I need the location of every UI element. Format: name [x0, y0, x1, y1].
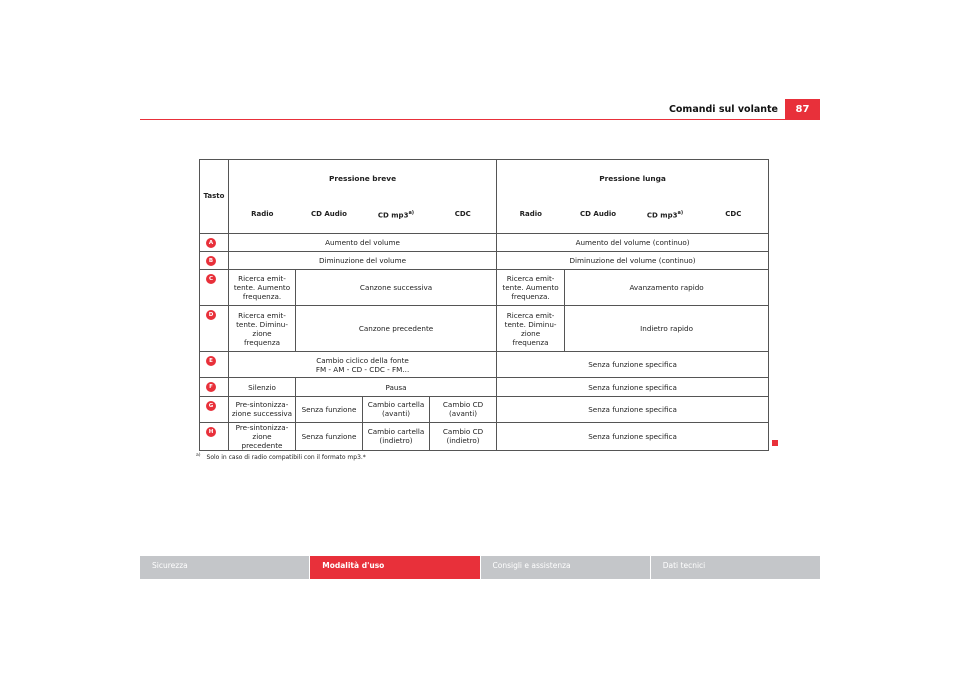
- short-cdc-cell: Cambio CD (indietro): [430, 422, 497, 450]
- key-badge-cell: [200, 269, 229, 305]
- col-cd-mp3-short: CD mp3$^{a)}$: [363, 197, 430, 233]
- table-row: [200, 422, 769, 450]
- short-press-cell: Canzone precedente: [296, 306, 497, 352]
- long-press-cell: Senza funzione specifica: [497, 422, 769, 450]
- nav-item-dati-tecnici[interactable]: Dati tecnici: [651, 556, 820, 579]
- short-press-cell: Pausa: [296, 378, 497, 396]
- long-press-cell: Senza funzione specifica: [497, 352, 769, 378]
- col-cd-mp3-long: CD mp3$^{a)}$: [632, 197, 699, 233]
- short-radio-cell: Ricerca emit- tente. Diminu- zione frequenza: [229, 306, 296, 352]
- table-row: [200, 378, 769, 396]
- table-row: [200, 251, 769, 269]
- page-title: Comandi sul volante: [668, 104, 778, 115]
- key-b-badge: B: [206, 256, 216, 266]
- long-press-cell: Avanzamento rapido: [565, 269, 769, 305]
- nav-item-modalita-uso[interactable]: Modalità d'uso: [310, 556, 479, 579]
- table-row: [200, 306, 769, 352]
- long-press-cell: Diminuzione del volume (continuo): [497, 251, 769, 269]
- footnote: $^{a)}$ Solo in caso di radio compatibili con il formato mp3.*: [196, 453, 366, 461]
- key-badge-cell: [200, 422, 229, 450]
- table-row: [200, 269, 769, 305]
- long-radio-cell: Ricerca emit- tente. Aumento frequenza.: [497, 269, 565, 305]
- key-g-badge: G: [206, 401, 216, 411]
- short-radio-cell: Ricerca emit- tente. Aumento frequenza.: [229, 269, 296, 305]
- section-end-marker: [772, 440, 778, 446]
- table-row: [200, 233, 769, 251]
- key-e-badge: E: [206, 356, 216, 366]
- short-press-header: Pressione breve: [229, 160, 497, 197]
- col-cd-audio-short: CD Audio: [296, 197, 363, 233]
- short-cd-mp3-cell: Cambio cartella (avanti): [363, 396, 430, 422]
- long-press-cell: Aumento del volume (continuo): [497, 233, 769, 251]
- short-cdc-cell: Cambio CD (avanti): [430, 396, 497, 422]
- col-radio-long: Radio: [497, 197, 565, 233]
- key-a-badge: A: [206, 238, 216, 248]
- page-number: 87: [785, 99, 820, 119]
- key-badge-cell: [200, 352, 229, 378]
- col-radio-short: Radio: [229, 197, 296, 233]
- short-radio-cell: Pre-sintonizza- zione successiva: [229, 396, 296, 422]
- short-press-cell: Diminuzione del volume: [229, 251, 497, 269]
- col-cd-audio-long: CD Audio: [565, 197, 632, 233]
- key-badge-cell: [200, 251, 229, 269]
- key-d-badge: D: [206, 310, 216, 320]
- key-h-badge: H: [206, 427, 216, 437]
- key-f-badge: F: [206, 382, 216, 392]
- col-cdc-long: CDC: [699, 197, 769, 233]
- long-press-cell: Indietro rapido: [565, 306, 769, 352]
- col-cdc-short: CDC: [430, 197, 497, 233]
- key-c-badge: C: [206, 274, 216, 284]
- nav-item-sicurezza[interactable]: Sicurezza: [140, 556, 309, 579]
- nav-item-consigli-assistenza[interactable]: Consigli e assistenza: [481, 556, 650, 579]
- long-press-cell: Senza funzione specifica: [497, 378, 769, 396]
- key-badge-cell: [200, 396, 229, 422]
- table-row: [200, 396, 769, 422]
- short-press-cell: Canzone successiva: [296, 269, 497, 305]
- header-divider: [140, 119, 820, 120]
- steering-controls-table: [199, 159, 769, 451]
- key-badge-cell: [200, 233, 229, 251]
- long-press-header: Pressione lunga: [497, 160, 769, 197]
- table-row: [200, 352, 769, 378]
- key-badge-cell: [200, 306, 229, 352]
- long-press-cell: Senza funzione specifica: [497, 396, 769, 422]
- short-cd-audio-cell: Senza funzione: [296, 422, 363, 450]
- short-cd-audio-cell: Senza funzione: [296, 396, 363, 422]
- short-press-cell: Aumento del volume: [229, 233, 497, 251]
- short-cd-mp3-cell: Cambio cartella (indietro): [363, 422, 430, 450]
- short-radio-cell: Silenzio: [229, 378, 296, 396]
- key-column-header: Tasto: [200, 160, 229, 234]
- short-radio-cell: Pre-sintonizza- zione precedente: [229, 422, 296, 450]
- short-press-cell: Cambio ciclico della fonte FM - AM - CD - CDC - FM...: [229, 352, 497, 378]
- long-radio-cell: Ricerca emit- tente. Diminu- zione frequenza: [497, 306, 565, 352]
- key-badge-cell: [200, 378, 229, 396]
- bottom-navigation: [140, 556, 820, 579]
